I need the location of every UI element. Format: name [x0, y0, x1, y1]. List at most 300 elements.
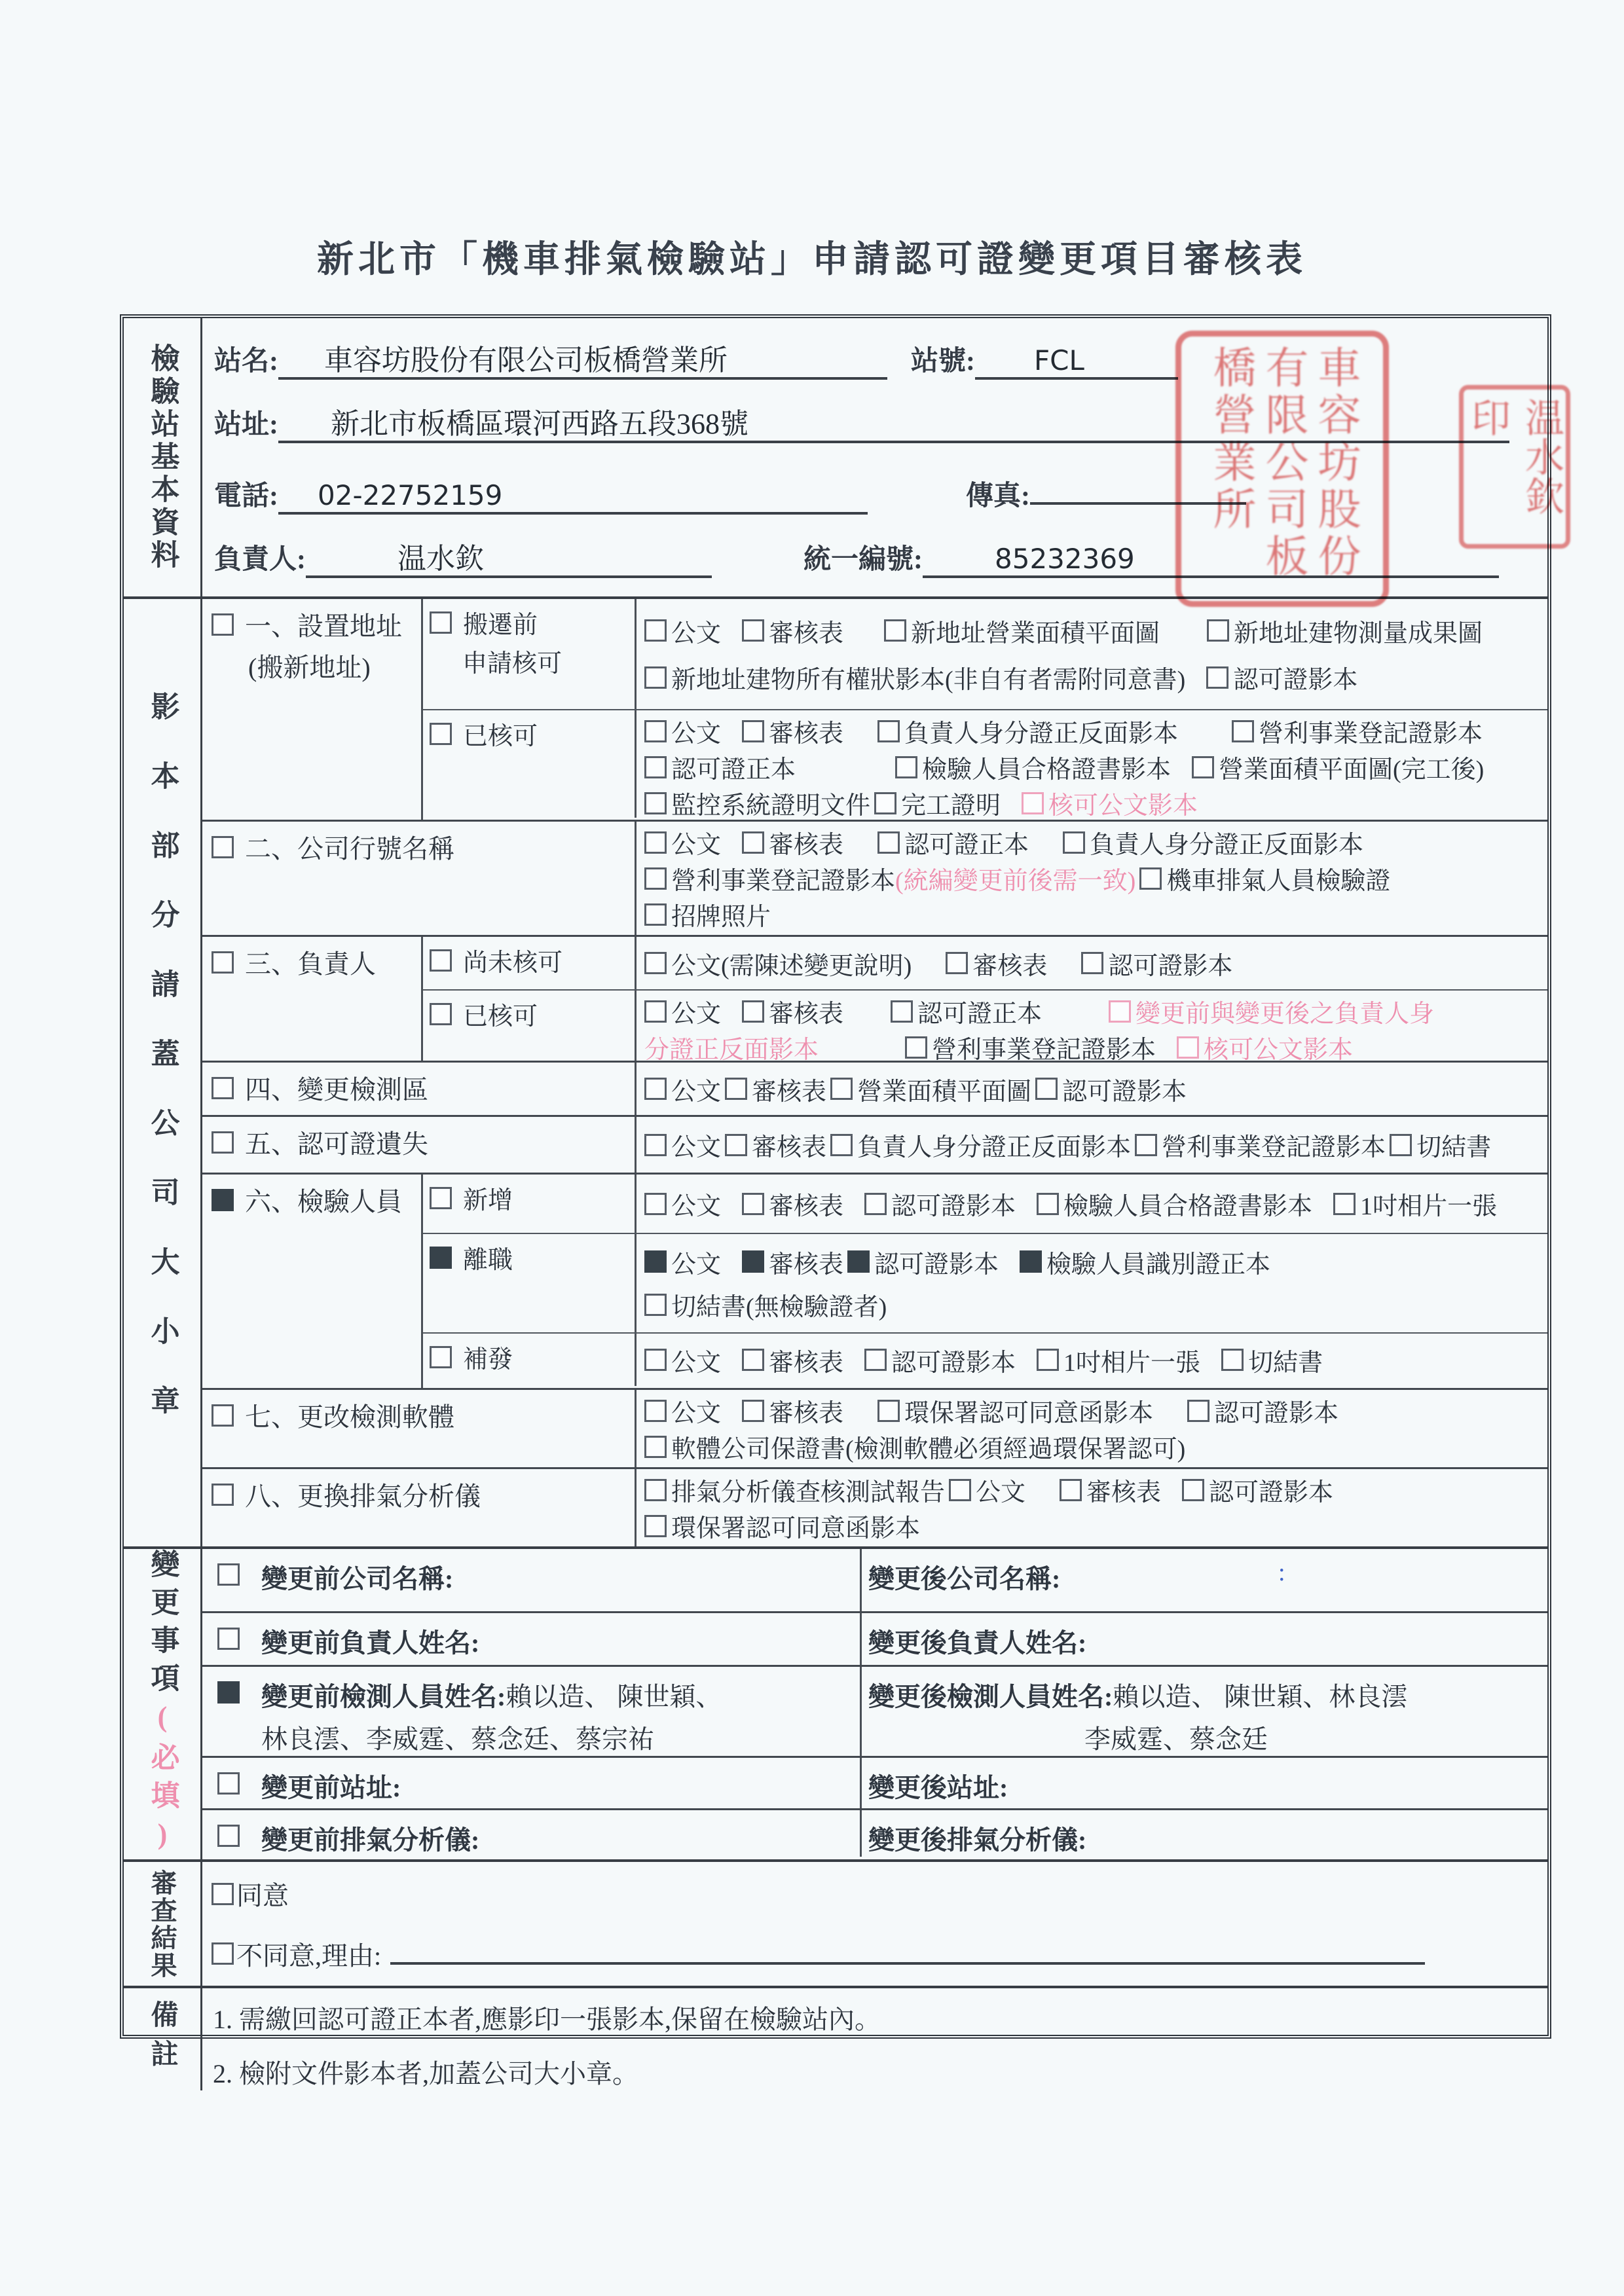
- checkbox[interactable]: [644, 1294, 667, 1316]
- change-after-line1: [868, 1767, 1542, 1804]
- photocopy-row7-software: [202, 1388, 1547, 1467]
- agree-checkbox[interactable]: [212, 1883, 234, 1905]
- doc-option: [742, 824, 843, 860]
- checkbox[interactable]: [864, 1349, 887, 1371]
- doc-option: [874, 785, 1001, 821]
- doc-line: [644, 1508, 1543, 1544]
- checkbox[interactable]: [217, 1772, 240, 1795]
- checkbox[interactable]: [725, 1078, 747, 1100]
- doc-option: [644, 713, 721, 749]
- doc-option: [644, 824, 721, 860]
- checkbox[interactable]: [212, 951, 234, 974]
- category-line: [212, 943, 417, 981]
- category-line: [212, 828, 631, 866]
- doc-option: [1022, 785, 1198, 821]
- checkbox[interactable]: [644, 1193, 667, 1215]
- checkbox[interactable]: [874, 792, 896, 814]
- checkbox[interactable]: [430, 949, 452, 972]
- category-row2-company-name: [202, 822, 637, 935]
- suboption-cell: [423, 710, 637, 818]
- suboption-label: 尚未核可: [463, 949, 563, 977]
- doc-option: [1109, 993, 1434, 1029]
- checkbox[interactable]: [644, 1349, 667, 1371]
- doc-option: [644, 1393, 721, 1429]
- disagree-checkbox[interactable]: [212, 1942, 234, 1965]
- checkbox[interactable]: [1232, 720, 1254, 742]
- doc-option-label: 認可證正本: [917, 1000, 1043, 1028]
- doc-option-label: 切結書(無檢驗證者): [671, 1294, 887, 1322]
- checkbox[interactable]: [742, 1000, 764, 1023]
- checkbox[interactable]: [644, 1436, 667, 1458]
- suboption-cell: [423, 937, 637, 989]
- checkbox[interactable]: [830, 1078, 853, 1100]
- change-after-label: 變更後公司名稱:: [868, 1564, 1061, 1594]
- review-disagree-row: [212, 1935, 1547, 1973]
- suboption-line: [430, 716, 632, 752]
- checkbox[interactable]: [644, 756, 667, 778]
- checkbox[interactable]: [430, 1003, 452, 1025]
- checkbox[interactable]: [644, 1515, 667, 1537]
- documents-cell: [637, 1234, 1547, 1332]
- documents-cell: [637, 599, 1547, 709]
- station-name-label: 站名:: [214, 346, 278, 376]
- doc-option-label: 公文: [671, 1193, 722, 1220]
- doc-option: [644, 993, 721, 1029]
- suboption-line: [430, 996, 632, 1032]
- category-line: [212, 1181, 417, 1218]
- checkbox[interactable]: [864, 1193, 887, 1215]
- category-line: [212, 606, 417, 643]
- checkbox-checked[interactable]: [742, 1250, 764, 1273]
- doc-option-label: 新地址營業面積平面圖: [911, 619, 1160, 647]
- doc-option: [1232, 713, 1483, 749]
- checkbox[interactable]: [1035, 1078, 1058, 1100]
- doc-option: [644, 1286, 887, 1322]
- station-code-field[interactable]: FCL: [975, 342, 1178, 380]
- doc-option: [644, 1429, 1185, 1465]
- personal-name-seal-text: 温水欽印: [1466, 397, 1563, 515]
- change-checkbox-cell: [202, 1667, 259, 1756]
- checkbox[interactable]: [877, 1400, 900, 1422]
- checkbox-checked[interactable]: [217, 1681, 240, 1704]
- checkbox[interactable]: [946, 952, 968, 974]
- doc-option: [946, 945, 1047, 981]
- checkbox-checked[interactable]: [1020, 1250, 1042, 1273]
- doc-option-label: 檢驗人員識別證正本: [1046, 1250, 1271, 1279]
- checkbox[interactable]: [742, 720, 764, 742]
- change-before-label: 變更前排氣分析儀:: [261, 1825, 480, 1855]
- doc-option: [742, 713, 843, 749]
- doc-option-label: 招牌照片: [671, 903, 771, 931]
- subrows-row6-inspectors: [423, 1175, 1547, 1388]
- documents-cell: [637, 1334, 1547, 1386]
- checkbox[interactable]: [891, 1000, 913, 1023]
- suboption-label: 離職: [463, 1247, 513, 1274]
- subrows-row8-analyzer: [637, 1469, 1547, 1546]
- owner-label: 負責人:: [214, 545, 306, 575]
- checkbox[interactable]: [1037, 1349, 1059, 1371]
- change-after-label: 變更後檢測人員姓名:: [868, 1682, 1113, 1711]
- doc-option: [1390, 1127, 1491, 1163]
- checkbox[interactable]: [1109, 1000, 1131, 1023]
- checkbox[interactable]: [1060, 1479, 1082, 1501]
- checkbox[interactable]: [949, 1479, 971, 1501]
- suboption-line: [430, 1180, 632, 1216]
- change-after-line1: [868, 1558, 1542, 1595]
- change-checkbox-cell: [202, 1810, 259, 1857]
- doc-option-label: 排氣分析儀查核測試報告: [671, 1479, 946, 1506]
- doc-line: [644, 1029, 1543, 1065]
- doc-option: [644, 613, 721, 649]
- change-before-line1: [261, 1622, 855, 1660]
- personal-name-seal: [1459, 385, 1570, 549]
- checkbox[interactable]: [725, 1134, 747, 1156]
- checkbox[interactable]: [212, 1484, 234, 1506]
- documents-cell: [637, 937, 1547, 989]
- checkbox[interactable]: [830, 1134, 853, 1156]
- doc-line: [644, 896, 1543, 932]
- doc-option-label: 認可證正本: [671, 756, 796, 784]
- doc-option: [884, 613, 1160, 649]
- change-before-label: 變更前公司名稱:: [261, 1564, 454, 1594]
- checkbox[interactable]: [742, 831, 764, 854]
- category-label: 八、更換排氣分析儀: [245, 1482, 481, 1511]
- category-row5-lost-certificate: [202, 1117, 637, 1173]
- checkbox[interactable]: [1207, 619, 1229, 642]
- doc-option-label: 公文(需陳述變更說明): [671, 952, 912, 980]
- category-label: 二、公司行號名稱: [245, 834, 454, 864]
- doc-option-label: 營利事業登記證影本: [1259, 720, 1483, 748]
- doc-option-label: 營利事業登記證影本: [671, 867, 896, 895]
- doc-option: [644, 1508, 920, 1544]
- change-after-line1: [868, 1622, 1542, 1660]
- change-after-label: 變更後負責人姓名:: [868, 1628, 1087, 1658]
- doc-line: [644, 613, 1543, 649]
- change-after-value-2: 李威霆、蔡念廷: [1084, 1724, 1268, 1754]
- checkbox[interactable]: [644, 666, 667, 689]
- change-inspector-names: [202, 1665, 1547, 1756]
- doc-option-label: 認可證影本: [1108, 952, 1233, 980]
- doc-option-label: 公文: [671, 619, 722, 647]
- station-address-field[interactable]: 新北市板橋區環河西路五段368號: [278, 405, 1509, 443]
- checkbox[interactable]: [212, 1404, 234, 1427]
- doc-option-label: 切結書: [1416, 1134, 1492, 1161]
- checkbox[interactable]: [1081, 952, 1103, 974]
- doc-option-label: 機車排氣人員檢驗證: [1166, 867, 1391, 895]
- doc-line: [644, 1186, 1543, 1222]
- suboption-cell: [423, 1234, 637, 1332]
- photocopy-rows: [202, 599, 1547, 1546]
- checkbox[interactable]: [644, 1479, 667, 1501]
- photocopy-row4-test-area: [202, 1061, 1547, 1115]
- doc-option-label: 營利事業登記證影本: [932, 1036, 1156, 1064]
- checkbox[interactable]: [905, 1036, 927, 1059]
- checkbox[interactable]: [877, 720, 900, 742]
- doc-option-label: 核可公文影本: [1048, 792, 1198, 820]
- checkbox[interactable]: [1192, 756, 1214, 778]
- phone-label: 電話:: [214, 481, 278, 511]
- change-before-cell: [259, 1667, 862, 1756]
- checkbox[interactable]: [217, 1825, 240, 1847]
- suboption-label: 新增: [463, 1187, 513, 1214]
- category-label: 五、認可證遺失: [245, 1129, 428, 1159]
- checkbox[interactable]: [1221, 1349, 1244, 1371]
- category-line: [212, 1069, 631, 1106]
- change-before-cell: [259, 1549, 862, 1611]
- doc-option: [1139, 860, 1390, 896]
- checkbox[interactable]: [1022, 792, 1044, 814]
- suboption-line: [430, 604, 632, 640]
- subrow-row7-software-1: [637, 1390, 1547, 1467]
- checkbox[interactable]: [644, 1000, 667, 1023]
- checkbox[interactable]: [877, 831, 900, 854]
- change-checkbox-cell: [202, 1758, 259, 1808]
- checkbox[interactable]: [742, 619, 764, 642]
- doc-option-label: 檢驗人員合格證書影本: [1063, 1193, 1313, 1220]
- documents-cell: [637, 710, 1547, 818]
- review-content: [202, 1862, 1547, 1986]
- change-after-label: 變更後站址:: [868, 1773, 1008, 1802]
- checkbox[interactable]: [1177, 1036, 1199, 1059]
- doc-option-label: 公文: [671, 1134, 722, 1161]
- checkbox[interactable]: [1333, 1193, 1356, 1215]
- sidebar-review: [124, 1862, 202, 1986]
- doc-option-label: 負責人身分證正反面影本: [1090, 831, 1364, 859]
- checkbox[interactable]: [884, 619, 906, 642]
- checkbox[interactable]: [1037, 1193, 1059, 1215]
- disagree-reason-field[interactable]: [390, 1935, 1425, 1965]
- checkbox-checked[interactable]: [430, 1247, 452, 1269]
- doc-line: [644, 1244, 1543, 1280]
- checkbox[interactable]: [895, 756, 917, 778]
- change-after-cell: [862, 1549, 1547, 1611]
- change-after-line1: [868, 1676, 1542, 1713]
- checkbox[interactable]: [1182, 1479, 1204, 1501]
- checkbox[interactable]: [644, 619, 667, 642]
- section-notes: [124, 1986, 1547, 2090]
- sidebar-basic-info: [124, 318, 202, 596]
- doc-option: [644, 1071, 721, 1107]
- checkbox[interactable]: [212, 836, 234, 858]
- doc-option-label: 公文: [671, 1000, 722, 1028]
- change-after-cell: [862, 1667, 1547, 1756]
- doc-line: [644, 659, 1543, 695]
- doc-option: [1020, 1244, 1270, 1280]
- station-address-label: 站址:: [214, 410, 278, 441]
- doc-option-label: 負責人身分證正反面影本: [857, 1134, 1132, 1161]
- checkbox[interactable]: [217, 1628, 240, 1650]
- doc-option: [644, 1029, 819, 1065]
- doc-line: [644, 860, 1543, 896]
- doc-option-label: 負責人身分證正反面影本: [904, 720, 1179, 748]
- doc-option-label: 認可證影本: [1209, 1479, 1334, 1506]
- doc-option: [644, 860, 1135, 896]
- doc-option-label: 審核表: [769, 831, 844, 859]
- documents-cell: [637, 1117, 1547, 1173]
- doc-option: [644, 659, 1185, 695]
- doc-option-label: 認可證影本: [874, 1250, 999, 1279]
- checkbox[interactable]: [644, 1400, 667, 1422]
- doc-option-label: 審核表: [769, 1000, 844, 1028]
- documents-cell: [637, 1063, 1547, 1115]
- doc-option-label: 切結書: [1248, 1349, 1323, 1377]
- doc-option: [1063, 824, 1363, 860]
- sidebar-photocopy-label: 影本部分請蓋公司大小章: [146, 691, 179, 1455]
- agree-label: 同意: [236, 1881, 289, 1910]
- doc-option-label: 審核表: [769, 1250, 844, 1279]
- checkbox[interactable]: [430, 611, 452, 634]
- category-row6-inspectors: [202, 1175, 423, 1388]
- doc-line: [644, 993, 1543, 1029]
- doc-option-label: 審核表: [769, 1400, 844, 1427]
- category-label: 一、設置地址: [245, 611, 402, 641]
- checkbox[interactable]: [217, 1563, 240, 1586]
- sidebar-changes: [124, 1549, 202, 1859]
- subrow-row1-location-2: [423, 709, 1547, 818]
- sidebar-changes-note: (必填): [146, 1701, 179, 1859]
- doc-option: [1037, 1186, 1312, 1222]
- doc-option: [1037, 1342, 1200, 1378]
- checkbox[interactable]: [742, 1400, 764, 1422]
- doc-option-label: 監控系統證明文件: [671, 792, 871, 820]
- photocopy-row5-lost-certificate: [202, 1115, 1547, 1173]
- checkbox[interactable]: [644, 1078, 667, 1100]
- doc-option: [877, 713, 1178, 749]
- checkbox[interactable]: [644, 1134, 667, 1156]
- change-before-cell: [259, 1810, 862, 1857]
- doc-option-label: 審核表: [972, 952, 1048, 980]
- tax-id-field[interactable]: 85232369: [923, 540, 1499, 578]
- doc-option: [644, 1472, 945, 1508]
- doc-option: [1177, 1029, 1353, 1065]
- checkbox-checked[interactable]: [644, 1250, 667, 1273]
- sidebar-notes-label: 備註: [147, 2000, 177, 2079]
- subrow-row6-inspectors-2: [423, 1233, 1547, 1332]
- category-line: [212, 1476, 631, 1513]
- checkbox[interactable]: [1135, 1134, 1157, 1156]
- checkbox[interactable]: [742, 1193, 764, 1215]
- change-before-line1: [261, 1558, 855, 1595]
- documents-cell: [637, 1469, 1547, 1546]
- suboption-label: 補發: [463, 1346, 513, 1374]
- doc-option-label: 新地址建物所有權狀影本(非自有者需附同意書): [671, 666, 1186, 695]
- doc-option-label: 軟體公司保證書(檢測軟體必須經過環保署認可): [671, 1436, 1186, 1463]
- doc-line: [644, 1071, 1543, 1107]
- change-before-cell: [259, 1613, 862, 1665]
- checkbox[interactable]: [644, 831, 667, 854]
- change-before-line1: [261, 1676, 855, 1713]
- checkbox[interactable]: [430, 723, 452, 745]
- change-before-line1: [261, 1819, 855, 1857]
- checkbox[interactable]: [1139, 867, 1162, 890]
- change-after-cell: [862, 1810, 1547, 1857]
- checkbox[interactable]: [1206, 666, 1228, 689]
- doc-option-label: 完工證明: [901, 792, 1001, 820]
- owner-field[interactable]: 温水欽: [306, 540, 712, 578]
- doc-line: [644, 749, 1543, 785]
- change-before-line1: [261, 1767, 855, 1804]
- subrow-row1-location-1: [423, 599, 1547, 709]
- doc-option: [847, 1244, 999, 1280]
- checkbox[interactable]: [1187, 1400, 1209, 1422]
- phone-field[interactable]: 02-22752159: [278, 477, 868, 515]
- doc-option: [1081, 945, 1232, 981]
- checkbox[interactable]: [1063, 831, 1085, 854]
- checkbox-checked[interactable]: [212, 1189, 234, 1211]
- suboption-cell: [423, 991, 637, 1061]
- photocopy-row1-location: [202, 599, 1547, 820]
- category-row1-location: [202, 599, 423, 820]
- checkbox-checked[interactable]: [847, 1250, 870, 1273]
- doc-option: [1187, 1393, 1338, 1429]
- doc-line: [644, 1429, 1543, 1465]
- category-row3-owner: [202, 937, 423, 1061]
- checkbox[interactable]: [644, 903, 667, 926]
- doc-option-label: 檢驗人員合格證書影本: [922, 756, 1172, 784]
- sidebar-basic-info-label: 檢驗站基本資料: [146, 342, 179, 572]
- checkbox[interactable]: [644, 720, 667, 742]
- change-before-cell: [259, 1758, 862, 1808]
- doc-option-note: (統編變更前後需一致): [895, 867, 1136, 895]
- doc-option-label: 認可證正本: [904, 831, 1029, 859]
- change-company-name: [202, 1549, 1547, 1611]
- checkbox[interactable]: [212, 613, 234, 636]
- checkbox[interactable]: [644, 952, 667, 974]
- checkbox[interactable]: [430, 1187, 452, 1209]
- doc-line: [644, 945, 1543, 981]
- note-line-2: 2. 檢附文件影本者,加蓋公司大小章。: [213, 2059, 638, 2088]
- doc-option: [830, 1127, 1131, 1163]
- category-label: 三、負責人: [245, 949, 376, 979]
- doc-option-label: 公文: [671, 831, 722, 859]
- doc-line: [644, 713, 1543, 749]
- doc-option: [742, 613, 843, 649]
- subrow-row3-owner-1: [423, 937, 1547, 989]
- checkbox[interactable]: [212, 1077, 234, 1099]
- category-label-2: (搬新地址): [248, 653, 371, 682]
- change-checkbox-cell: [202, 1613, 259, 1665]
- checkbox[interactable]: [430, 1346, 452, 1368]
- suboption-line: [430, 1239, 632, 1275]
- sidebar-review-label: 審查結果: [147, 1868, 177, 1979]
- checkbox[interactable]: [212, 1131, 234, 1154]
- change-before-value: 賴以造、 陳世穎、: [506, 1682, 722, 1711]
- sidebar-notes: [124, 1988, 202, 2090]
- checkbox[interactable]: [742, 1349, 764, 1371]
- checkbox[interactable]: [1390, 1134, 1412, 1156]
- doc-option-label: 公文: [671, 1078, 722, 1106]
- doc-option: [864, 1342, 1016, 1378]
- subrows-row5-lost-certificate: [637, 1117, 1547, 1173]
- subrows-row3-owner: [423, 937, 1547, 1064]
- checkbox[interactable]: [644, 867, 667, 890]
- doc-option: [1221, 1342, 1323, 1378]
- subrows-row4-test-area: [637, 1063, 1547, 1115]
- company-seal: [1175, 331, 1389, 607]
- doc-option-label: 環保署認可同意函影本: [904, 1400, 1154, 1427]
- station-name-field[interactable]: 車容坊股份有限公司板橋營業所: [278, 342, 887, 380]
- doc-option: [742, 1342, 843, 1378]
- doc-line: [644, 824, 1543, 860]
- doc-option-label: 審核表: [769, 720, 844, 748]
- category-row4-test-area: [202, 1063, 637, 1115]
- company-seal-text: 車容坊股份有限公司板橋營業所: [1206, 345, 1359, 581]
- doc-option-label: 審核表: [752, 1078, 827, 1106]
- doc-option-label: 核可公文影本: [1204, 1036, 1354, 1064]
- sidebar-changes-label: [141, 1549, 183, 1859]
- checkbox[interactable]: [644, 792, 667, 814]
- subrow-row6-inspectors-1: [423, 1175, 1547, 1233]
